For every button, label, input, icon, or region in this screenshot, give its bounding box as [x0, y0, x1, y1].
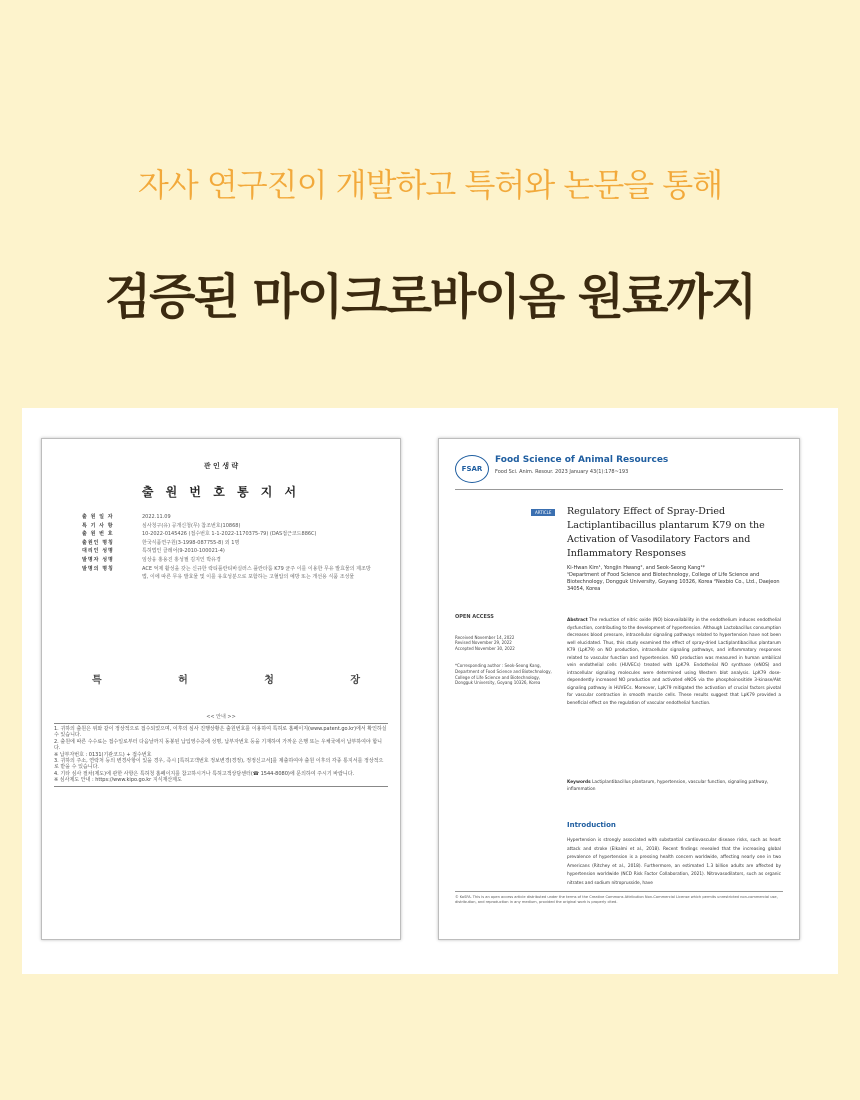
- article-authors: [567, 565, 781, 593]
- org-char: 청: [264, 675, 274, 686]
- notice-line: 1. 귀하의 출원은 위와 같이 정상적으로 접수되었으며, 이후의 심사 진행상황은 출원번호를 이용하여 특허로 홈페이지(www.patent.go.kr)에서 확인하실 수 있습니다.: [54, 726, 387, 739]
- patent-row-value: 2022.11.09: [142, 514, 171, 520]
- date-received: Received November 14, 2022: [455, 634, 515, 640]
- notice-line: ※ 심사제도 안내 : https://www.kipo.go.kr 지식재산제도: [54, 777, 182, 784]
- affiliations: ¹Department of Food Science and Biotechnology, College of Life Science and Biotechnology, Dongguk University, Goyang 10326, Korea ²Nexbio Co., Ltd., Daejeon 34054, Korea: [567, 572, 780, 592]
- abstract-text: The reduction of nitric oxide (NO) bioavailability in the endothelium induces endothelial dysfunction, contributing to the development of hypertension. Although Lactobacillus consumption decreases blood pressure, intracellular signaling pathways related to hypertension have not been well elucidated. Thus, this study examined the effect of spray-dried Lactiplantibacillus plantarum K79 (LpK79) on NO production, intracellular signaling pathways, and inflammatory responses related to vascular function and hypertension. NO production was measured in human umbilical vein endothelial cells (HUVECs) treated with LpK79. Endothelial NO synthase (eNOS) and intracellular signaling molecules were determined using Western blot analysis. LpK79 dose-dependently increased NO production and activated eNOS via the phosphoinositide 3-kinase/Akt signaling pathway in HUVECs. Moreover, LpK79 mitigated the activation of crucial factors pivotal for vascular contraction in smooth muscle cells. These results suggest that LpK79 provided a beneficial effect on the regulation of vascular endothelial function.: [567, 618, 781, 706]
- journal-logo: FSAR: [455, 455, 489, 483]
- patent-title: 출 원 번 호 통 지 서: [141, 485, 301, 499]
- author-list: Ki-Hwan Kim¹, Yongjin Hwang², and Seok-Seong Kang¹*: [567, 565, 705, 571]
- article-tag: ARTICLE: [531, 509, 555, 516]
- notice-line: 4. 기타 심사 절차(제도)에 관한 사항은 특허청 홈페이지를 참고하시거나 특허고객상담센터(☎ 1544-8080)에 문의하여 주시기 바랍니다.: [54, 770, 355, 777]
- hero-headline: 검증된 마이크로바이옴 원료까지: [104, 269, 756, 325]
- correspondence: *Corresponding author : Seok-Seong Kang, Department of Food Science and Biotechnology, College of Life Science and Biotechnology, Dongguk University, Goyang 10326, Korea: [455, 663, 552, 686]
- patent-row-key: 출원인 명칭: [82, 539, 114, 546]
- patent-row-key: 특 기 사 항: [82, 522, 114, 529]
- document-panel: [22, 408, 838, 974]
- patent-row: [82, 565, 374, 582]
- notice-line: 3. 귀하의 주소, 연락처 등의 변경사항이 있을 경우, 즉시 [특허고객번호 정보변경(경정), 정정신고서]를 제출하여야 출원 이후의 각종 통지서를 정상적으로 받을 수 있습니다.: [54, 758, 384, 771]
- header-divider: [455, 489, 783, 490]
- patent-top-label: 관 인 생 략: [203, 462, 239, 470]
- patent-row-value: 심사청구(유) 공개신청(무) 참조번호(10868): [142, 522, 241, 529]
- abstract-label: Abstract: [567, 618, 588, 623]
- patent-row-key: 대리인 성명: [82, 548, 114, 555]
- date-revised: Revised November 29, 2022: [455, 640, 512, 646]
- article-title: Regulatory Effect of Spray-Dried Lactiplantibacillus plantarum K79 on the Activation of Vasodilatory Factors and Inflammatory Responses: [567, 506, 765, 559]
- introduction-heading: Introduction: [567, 821, 616, 829]
- journal-meta: Food Sci. Anim. Resour. 2023 January 43(1):178~193: [495, 469, 629, 475]
- patent-info-rows: [82, 513, 374, 582]
- introduction-text: Hypertension is strongly associated with substantial cardiovascular disease risks, such as heart attack and stroke (Elkalmi et al., 2018). Recent findings revealed that the increasing global prevalence of hypertension is a pressing health concern worldwide, affecting nearly one in two Americans (Ritchey et al., 2018). Furthermore, an estimated 1.3 billion adults are affected by hypertension worldwide (NCD Risk Factor Collaboration, 2021). Nitrovasodilators, such as organic nitrates and sodium nitroprusside, have: [567, 838, 781, 886]
- article-footer: © KoSFA. This is an open access article distributed under the terms of the Creative Commons Attribution Non-Commercial License which permits unrestricted non-commercial use, distribution, and reproduction in any medium, provided the original work is properly cited.: [455, 891, 783, 905]
- keywords-label: Keywords: [567, 780, 591, 785]
- patent-row-value: 10-2022-0145426 (접수번호 1-1-2022-1170375-79) (DAS접근코드886C): [142, 531, 317, 538]
- patent-row-key: 발명자 성명: [82, 556, 114, 563]
- notice-header: << 안내 >>: [206, 714, 236, 720]
- patent-row-value: 임상웅 홍용진 홍성필 김지인 박유경: [142, 556, 221, 563]
- journal-name: Food Science of Animal Resources: [495, 455, 669, 465]
- keywords: [567, 779, 781, 793]
- hero-subtitle: 자사 연구진이 개발하고 특허와 논문을 통해: [137, 166, 723, 204]
- org-char: 허: [178, 675, 188, 686]
- patent-row: [82, 522, 374, 531]
- keywords-text: Lactiplantibacillus plantarum, hypertension, vascular function, signaling pathway, inflammation: [567, 780, 769, 792]
- patent-office-signature: [92, 671, 360, 686]
- patent-row-value: 한국식품연구원(3-1998-087755-8) 외 1명: [142, 539, 240, 546]
- patent-row-value: 특허법인 클레어(9-2010-100021-4): [142, 548, 225, 555]
- notice-box: [54, 723, 388, 787]
- article-sidebar: [455, 615, 555, 686]
- notice-line: 2. 출원에 따른 수수료는 접수일로부터 다음날까지 동봉된 납입영수증에 성명, 납부자번호 등을 기재하여 가까운 은행 또는 우체국에서 납부하여야 합니다.: [54, 738, 383, 752]
- date-accepted: Accepted November 30, 2022: [455, 645, 515, 651]
- notice-line: ※ 납부자번호 : 0131(기관코드) + 접수번호: [54, 751, 152, 758]
- patent-row: [82, 530, 374, 539]
- patent-notice-document: [41, 438, 401, 940]
- org-char: 장: [350, 675, 360, 686]
- patent-row-key: 출 원 번 호: [82, 531, 114, 538]
- journal-header: [455, 455, 783, 485]
- patent-row: [82, 556, 374, 565]
- patent-row: [82, 539, 374, 548]
- open-access-label: OPEN ACCESS: [455, 614, 494, 620]
- patent-row-key: 출 원 일 자: [82, 514, 114, 520]
- abstract: [567, 617, 781, 707]
- patent-row: [82, 547, 374, 556]
- patent-row-key: 발명의 명칭: [82, 565, 114, 572]
- journal-article-document: [438, 438, 800, 940]
- patent-row: [82, 513, 374, 522]
- patent-row-value: ACE 억제 활성을 갖는 신규한 락티플란티바실러스 플란타룸 K79 균주 이를 이용한 무유 발효물의 제조방법, 이에 따른 무유 발효물 및 이를 유효성분으로 포함하는 고혈압의 예방 또는 개선용 식품 조성물: [142, 565, 371, 581]
- org-char: 특: [92, 675, 102, 686]
